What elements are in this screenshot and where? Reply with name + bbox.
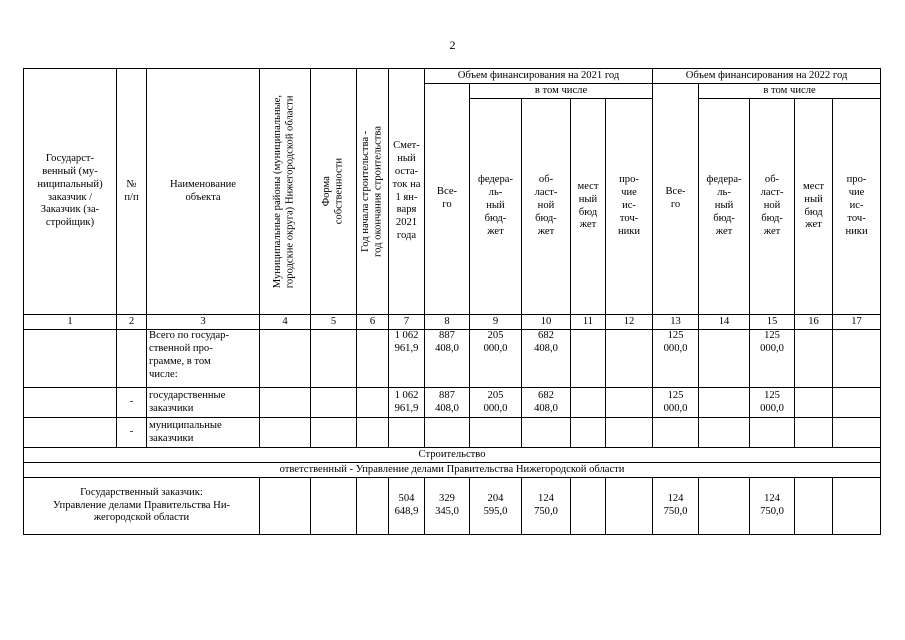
col-number: 11: [571, 315, 606, 330]
total-program-name: Всего по государ- ственной про- грамме, в том числе:: [147, 330, 260, 388]
col-number: 1: [24, 315, 117, 330]
header-regional-2021: об- ласт- ной бюд- жет: [522, 99, 571, 315]
row-customer: [24, 478, 881, 535]
header-fin-2021: Объем финансирования на 2021 год: [425, 69, 653, 84]
header-ownership-text: Форма собственности: [320, 158, 345, 225]
total-program-c9: 205 000,0: [470, 330, 522, 388]
state-c9: 205 000,0: [470, 388, 522, 418]
row-responsible: [24, 463, 881, 478]
customer-c7: 504 648,9: [389, 478, 425, 535]
column-numbers-row: [24, 315, 881, 330]
header-federal-2021: федера- ль- ный бюд- жет: [470, 99, 522, 315]
col-number: 17: [833, 315, 881, 330]
col-number: 12: [606, 315, 653, 330]
col-number: 15: [750, 315, 795, 330]
header-incl-2021: в том числе: [470, 84, 653, 99]
col-number: 3: [147, 315, 260, 330]
customer-c13: 124 750,0: [653, 478, 699, 535]
total-program-c10: 682 408,0: [522, 330, 571, 388]
customer-c8: 329 345,0: [425, 478, 470, 535]
state-customers-name: государственные заказчики: [147, 388, 260, 418]
col-number: 14: [699, 315, 750, 330]
section-title: Строительство: [24, 448, 881, 463]
header-num: № п/п: [117, 69, 147, 315]
row-section: [24, 448, 881, 463]
col-number: 9: [470, 315, 522, 330]
header-years-text: Год начала строительства - год окончания строительства: [359, 126, 384, 257]
state-c10: 682 408,0: [522, 388, 571, 418]
col-number: 13: [653, 315, 699, 330]
total-program-c13: 125 000,0: [653, 330, 699, 388]
header-local-2021: мест ный бюд жет: [571, 99, 606, 315]
header-regional-2022: об- ласт- ной бюд- жет: [750, 99, 795, 315]
header-incl-2022: в том числе: [699, 84, 881, 99]
customer-c10: 124 750,0: [522, 478, 571, 535]
responsible-text: ответственный - Управление делами Правительства Нижегородской области: [24, 463, 881, 478]
total-program-c8: 887 408,0: [425, 330, 470, 388]
total-program-c15: 125 000,0: [750, 330, 795, 388]
state-c15: 125 000,0: [750, 388, 795, 418]
customer-c15: 124 750,0: [750, 478, 795, 535]
header-years: [357, 69, 389, 315]
header-federal-2022: федера- ль- ный бюд- жет: [699, 99, 750, 315]
municipal-customers-name: муниципальные заказчики: [147, 418, 260, 448]
header-name: Наименование объекта: [147, 69, 260, 315]
customer-c9: 204 595,0: [470, 478, 522, 535]
financing-table: [23, 68, 881, 535]
header-other-2021: про- чие ис- точ- ники: [606, 99, 653, 315]
col-number: 7: [389, 315, 425, 330]
col-number: 2: [117, 315, 147, 330]
state-c8: 887 408,0: [425, 388, 470, 418]
header-local-2022: мест ный бюд жет: [795, 99, 833, 315]
header-ownership: [311, 69, 357, 315]
state-dash: -: [117, 388, 147, 418]
col-number: 10: [522, 315, 571, 330]
header-other-2022: про- чие ис- точ- ники: [833, 99, 881, 315]
col-number: 5: [311, 315, 357, 330]
header-estimate: Смет- ный оста- ток на 1 ян- варя 2021 года: [389, 69, 425, 315]
col-number: 16: [795, 315, 833, 330]
row-total-program: [24, 330, 881, 388]
page-number: 2: [449, 38, 456, 52]
col-number: 4: [260, 315, 311, 330]
col-number: 6: [357, 315, 389, 330]
row-municipal-customers: [24, 418, 881, 448]
total-program-c7: 1 062 961,9: [389, 330, 425, 388]
header-fin-2022: Объем финансирования на 2022 год: [653, 69, 881, 84]
header-total-2021: Все- го: [425, 84, 470, 315]
row-state-customers: [24, 388, 881, 418]
header-customer: Государст- венный (му- ниципальный) заказчик / Заказчик (за- стройщик): [24, 69, 117, 315]
state-c7: 1 062 961,9: [389, 388, 425, 418]
customer-name: Государственный заказчик: Управление делами Правительства Ни- жегородской области: [24, 478, 260, 535]
header-districts: [260, 69, 311, 315]
state-c13: 125 000,0: [653, 388, 699, 418]
header-total-2022: Все- го: [653, 84, 699, 315]
col-number: 8: [425, 315, 470, 330]
header-districts-text: Муниципальные районы (муниципальные, городские округа) Нижегородской области: [272, 94, 296, 289]
municipal-dash: -: [117, 418, 147, 448]
